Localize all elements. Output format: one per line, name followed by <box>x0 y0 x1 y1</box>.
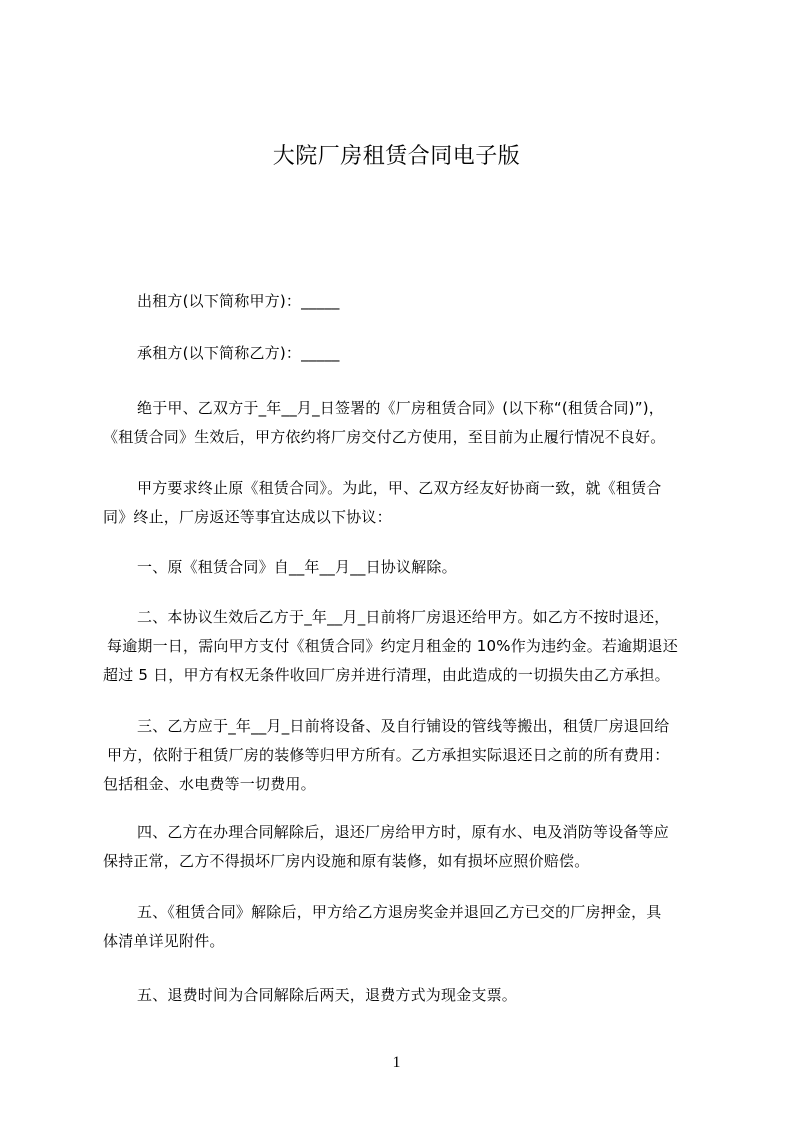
clause-refund <box>103 981 703 1010</box>
text-line: 五、退费时间为合同解除后两天，退费方式为现金支票。 <box>137 986 518 1004</box>
text-line: 体清单详见附件。 <box>103 932 225 950</box>
page-number: 1 <box>392 1054 401 1071</box>
lessee-line <box>103 339 703 368</box>
clause-3 <box>103 712 703 799</box>
text-line: 每逾期一日，需向甲方支付《租赁合同》约定月租金的 10%作为违约金。若逾期退还 <box>107 637 678 655</box>
text-line: 同》终止，厂房返还等事宜达成以下协议： <box>103 508 392 526</box>
document-title: 大院厂房租赁合同电子版 <box>272 144 521 169</box>
text-line: 出租方(以下简称甲方)：_____ <box>137 292 340 310</box>
text-line: 《租赁合同》生效后，甲方依约将厂房交付乙方使用，至目前为止履行情况不良好。 <box>103 428 666 446</box>
text-line: 绝于甲、乙双方于_年__月_日签署的《厂房租赁合同》(以下称“(租赁合同)”)， <box>137 399 664 417</box>
text-line: 一、原《租赁合同》自__年__月__日协议解除。 <box>137 558 457 576</box>
paragraph-termination-request <box>103 474 703 532</box>
clause-1 <box>103 553 703 582</box>
text-line: 承租方(以下简称乙方)：_____ <box>137 344 340 362</box>
text-line: 三、乙方应于_年__月_日前将设备、及自行铺设的管线等搬出，租赁厂房退回给 <box>137 717 670 735</box>
paragraph-background <box>103 394 703 452</box>
text-line: 四、乙方在办理合同解除后，退还厂房给甲方时，原有水、电及消防等设备等应 <box>137 823 670 841</box>
text-line: 超过 5 日，甲方有权无条件收回厂房并进行清理，由此造成的一切损失由乙方承担。 <box>103 666 670 684</box>
text-line: 保持正常，乙方不得损坏厂房内设施和原有装修，如有损坏应照价赔偿。 <box>103 852 590 870</box>
clause-2 <box>103 603 703 690</box>
clause-4 <box>103 818 703 876</box>
text-line: 包括租金、水电费等一切费用。 <box>103 775 316 793</box>
clause-5 <box>103 898 703 956</box>
text-line: 甲方，依附于租赁厂房的装修等归甲方所有。乙方承担实际退还日之前的所有费用： <box>107 746 670 764</box>
text-line: 五、《租赁合同》解除后，甲方给乙方退房奖金并退回乙方已交的厂房押金，具 <box>137 903 662 921</box>
text-line: 二、本协议生效后乙方于_年__月_日前将厂房退还给甲方。如乙方不按时退还， <box>137 608 670 626</box>
lessor-line <box>103 287 703 316</box>
text-line: 甲方要求终止原《租赁合同》。为此，甲、乙双方经友好协商一致，就《租赁合 <box>137 479 662 497</box>
